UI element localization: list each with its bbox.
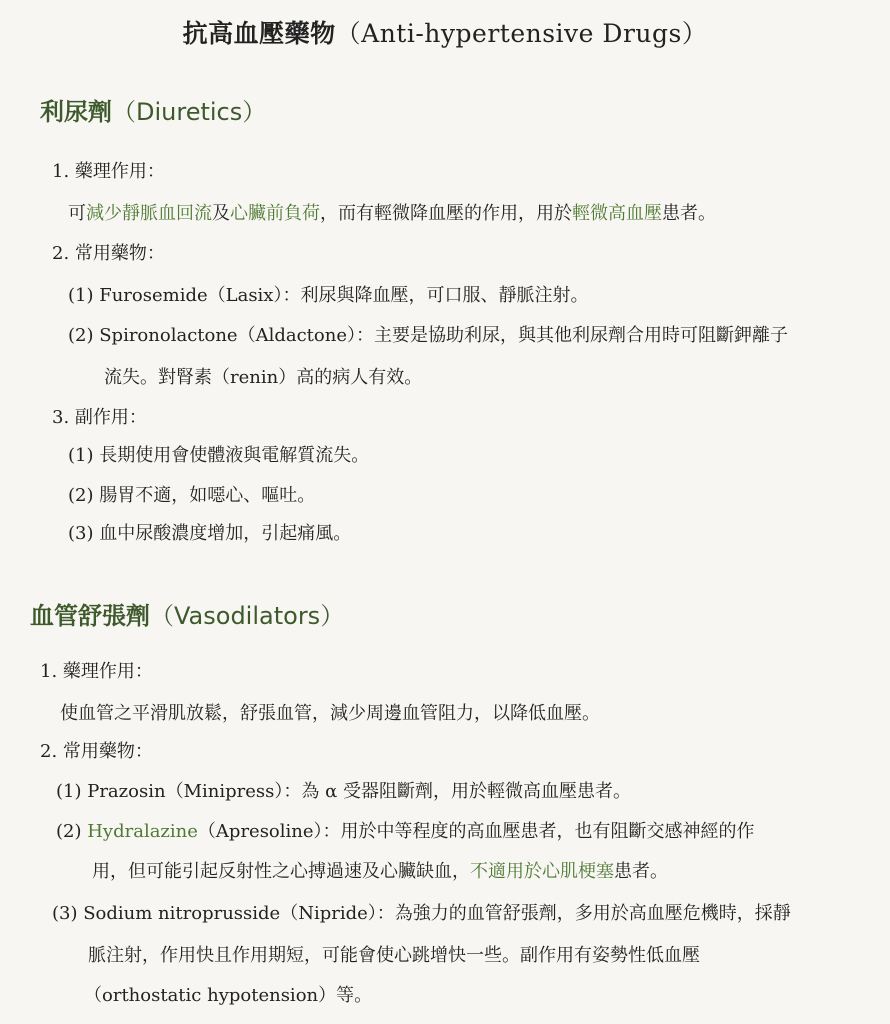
heading-en: （Vasodilators） (150, 602, 345, 630)
diuretics-side-2: (2) 腸胃不適，如噁心、嘔吐。 (68, 485, 316, 506)
diuretics-side-1: (1) 長期使用會使體液與電解質流失。 (68, 445, 370, 466)
text-part: 患者。 (614, 861, 668, 882)
diuretics-side-3: (3) 血中尿酸濃度增加，引起痛風。 (68, 523, 352, 544)
vaso-pharm-text: 使血管之平滑肌放鬆，舒張血管，減少周邊血管阻力，以降低血壓。 (60, 703, 600, 724)
heading-zh: 血管舒張劑 (30, 602, 150, 630)
title-zh: 抗高血壓藥物 (182, 19, 336, 48)
title-en: （Anti-hypertensive Drugs） (335, 19, 708, 48)
text-part: ，而有輕微降血壓的作用，用於 (320, 203, 572, 224)
diuretics-drug-1: (1) Furosemide（Lasix）：利尿與降血壓，可口服、靜脈注射。 (68, 285, 589, 306)
vaso-pharm-label: 1. 藥理作用： (40, 661, 153, 682)
text-part: （Apresoline）：用於中等程度的高血壓患者，也有阻斷交感神經的作 (197, 821, 755, 842)
heading-en: （Diuretics） (112, 98, 267, 126)
diuretics-pharm-label: 1. 藥理作用： (52, 161, 165, 182)
text-part: 患者。 (662, 203, 716, 224)
section-heading-vasodilators (30, 596, 344, 631)
vaso-drug-2-cont (92, 860, 668, 884)
vaso-drug-3: (3) Sodium nitroprusside（Nipride）：為強力的血管舒張劑，多用於高血壓危機時，採靜 (52, 903, 791, 924)
highlight-text: 不適用於心肌梗塞 (470, 861, 614, 882)
highlight-text: 心臟前負荷 (230, 203, 320, 224)
vaso-drug-2 (56, 820, 755, 844)
diuretics-drug-2-cont: 流失。對腎素（renin）高的病人有效。 (104, 367, 423, 388)
text-part: 可 (68, 203, 86, 224)
vaso-drug-3-cont-2: （orthostatic hypotension）等。 (84, 985, 373, 1006)
highlight-drug-name: Hydralazine (87, 821, 198, 842)
highlight-text: 減少靜脈血回流 (86, 203, 212, 224)
section-heading-diuretics (40, 92, 266, 127)
highlight-text: 輕微高血壓 (572, 203, 662, 224)
vaso-drug-1: (1) Prazosin（Minipress）：為 α 受器阻斷劑，用於輕微高血壓患者。 (56, 781, 631, 802)
diuretics-drug-2: (2) Spironolactone（Aldactone）：主要是協助利尿，與其他利尿劑合用時可阻斷鉀離子 (68, 325, 788, 346)
list-number: (2) (56, 821, 88, 842)
vaso-drug-3-cont: 脈注射，作用快且作用期短，可能會使心跳增快一些。副作用有姿勢性低血壓 (88, 945, 700, 966)
text-part: 用，但可能引起反射性之心搏過速及心臟缺血， (92, 861, 470, 882)
diuretics-side-label: 3. 副作用： (52, 407, 147, 428)
vaso-drugs-label: 2. 常用藥物： (40, 741, 153, 762)
diuretics-pharm-text (68, 202, 716, 226)
page-title (0, 14, 890, 50)
diuretics-drugs-label: 2. 常用藥物： (52, 243, 165, 264)
text-part: 及 (212, 203, 230, 224)
heading-zh: 利尿劑 (40, 98, 112, 126)
